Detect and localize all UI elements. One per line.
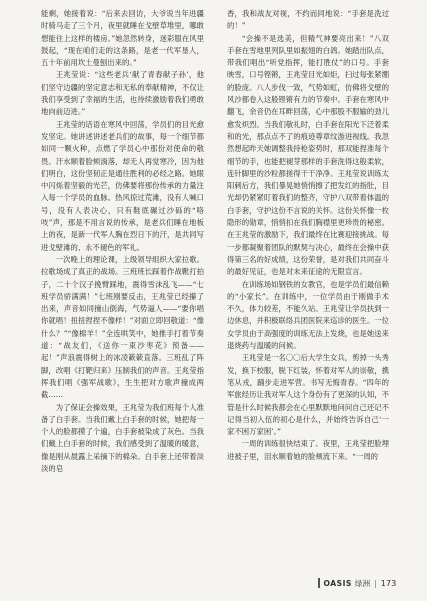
paragraph: 在训练场如钢铁的女教官，也是学员们最信赖的“小家长”。在训练中，一位学员由于刚做手术不久，体力较差，不能久站。王兆莹让学员扶到一边休息，并积极联络兵团医院来巡诊的医生。一位女学员由于高强度的训练无法上发烧，也是她送来退烧药与温暖的问候。 (227, 279, 390, 351)
footer-separator: | (374, 578, 377, 588)
paragraph: 王兆莹的话语在寒风中回荡，学员们的目光愈发坚定。她讲述讲述老兵们的故事，每一个细节都如同一颗火种，点燃了学员心中那份对使命的敬畏。汗水顺着脸颊淌落，却无人再觉寒冷，因为他们明白，这份坚韧正是通往胜利的必经之路。她眼中闪烁着坚毅的光芒，仿佛要将那份传承的力量注入每一个学员的血脉。热风掠过荒滩，没有人喊口号，没有人表决心，只有鞋底碾过沙砾的“咯吱”声，那是不用言说的传承，是老兵们睡在地板上的夜，是新一代军人胸在烈日下的汗，是共同写进戈壁滩的、永不褪色的军礼。 (41, 119, 204, 252)
paragraph: 香，我和战友对视，不约而同地说：“手套是洗过的！” (227, 9, 389, 31)
paragraph: “会操不是选美，但精气神要亮出来！”八双手套在雪地里列队里如振翅的白鸽。她踏出队点，带我们唱出“听党指挥，能打胜仗”的口号。手套映雪，口号铿锵，王兆莹目光如炬，扫过每张紧绷的脸庞。八人步伐一致，气势如虹，仿佛将戈壁的风沙都卷入这般铿锵有力的节奏中。手套在寒风中翻飞，余音仍在耳畔回荡，心中那股不服输的劲儿愈发炽烈。当我们敬礼时，白手套在阳光下泛着柔和的光，那点点不了的痕迹尊章纹游进视线。我忽然想起昨天她调整我持枪姿势时，那双能捏准每个细节的手，也能把褪芽那样的手套洗得这般柔软，连针脚里的沙粒都搓得干干净净。王兆莹说训练太阳刺后方，我们暴晃她悄悄擦了把发红的指肚，目光却仍紧紧盯着我们的整齐，守护八双带着体温的白手套，守护这份不言说的关怀。这份关怀像一枚隐形的勋章，悄悄扣在我们胸襟里更珍贵的秘密。在王兆莹的激励下，我们最终在比赛迎接挑战。每一步都凝聚着团队的默契与决心，最终在会操中获得第三名的好成绩，这份荣誉，是对我们共同奋斗的最好见证，也是对未来征途的无限宣言。 (227, 33, 390, 277)
magazine-brand: OASIS (323, 578, 352, 588)
right-text-column (227, 8, 389, 463)
paragraph: 一次晚上的理论课，上级领导组织大家拉歌。拉歌场成了真正的战场。三班班长踩着作战靴打拍子，二十个汉子挽臂踩地，震得雪沫乱飞——“七班学员骄满满！”七班刚要反击，王兆莹已经攥了出来，声音如同撞山倒海，气势逼人——“要你唱你就唱！扭扭捏捏不像样！”对面立即回敬道：“像什么？”“像棉羊！”全连哄笑中，她推手打着节奏道：“战友们，《送你一束沙枣花》预备——起！”声浪震得树上的冰凌簌簌直落。三班乱了阵脚，改唱《打靶归来》压制我们的声音。王兆莹指挥我们唱《强军战歌》，生生把对方歌声撞成两截…… (41, 254, 204, 400)
page-number: 173 (380, 578, 397, 588)
left-text-column (41, 8, 204, 475)
footer-divider-bar (318, 578, 320, 588)
paragraph: 一周的训练很快结束了。夜里，王兆莹把脸埋进被子里，泪水顺着她的脸颊流下来。“一周的 (227, 439, 389, 461)
magazine-name: 绿洲 (354, 578, 371, 588)
paragraph: 为了保证会操效果，王兆莹为我们班每个人准备了白手套。当我们戴上白手套的时候，她把每一个人的脸都摸了个遍，白手套被染成了灰色。当我们戴上白手套的时候，我们感受到了温暖的暖意，像是刚从晨露上采摘下的棉朵。白手套上还带着淡淡的皂 (41, 402, 204, 473)
paragraph: 王兆莹说：“这些老兵‘献了青春献子孙’，他们坚守边疆的坚定意志和无私的奉献精神，不仅让我们享受到了幸福的生活，也待续激励着我们勇敢地向前迈进。” (41, 70, 204, 117)
page-footer (318, 577, 396, 589)
paragraph: 王兆莹是一名〇〇后大学生女兵，剪掉一头秀发，换下校服，脱下红装，怀着对军人的崇敬，携笔从戎，踊步走进军营。书写无悔青春。“四年的军旅经历让我对军人这个身份有了更深的认知，不管是什么时候我都会在心里默默地问问自己还记不记得当初入伍的初心是什么，并始终告诉自己‘一家不困万家困’。” (227, 353, 390, 437)
paragraph: 能剩，她接着说：“后来去回访，大爷说当年进疆时骑马走了三个月，夜里就睡在戈壁草堆里，哪敢想能住上这样的楼房。”她忽然转身，迷彩服在风里鼓起，“现在咱们走的这条路，是老一代军垦人，五十年前用坎土曼刨出来的。” (41, 9, 204, 68)
